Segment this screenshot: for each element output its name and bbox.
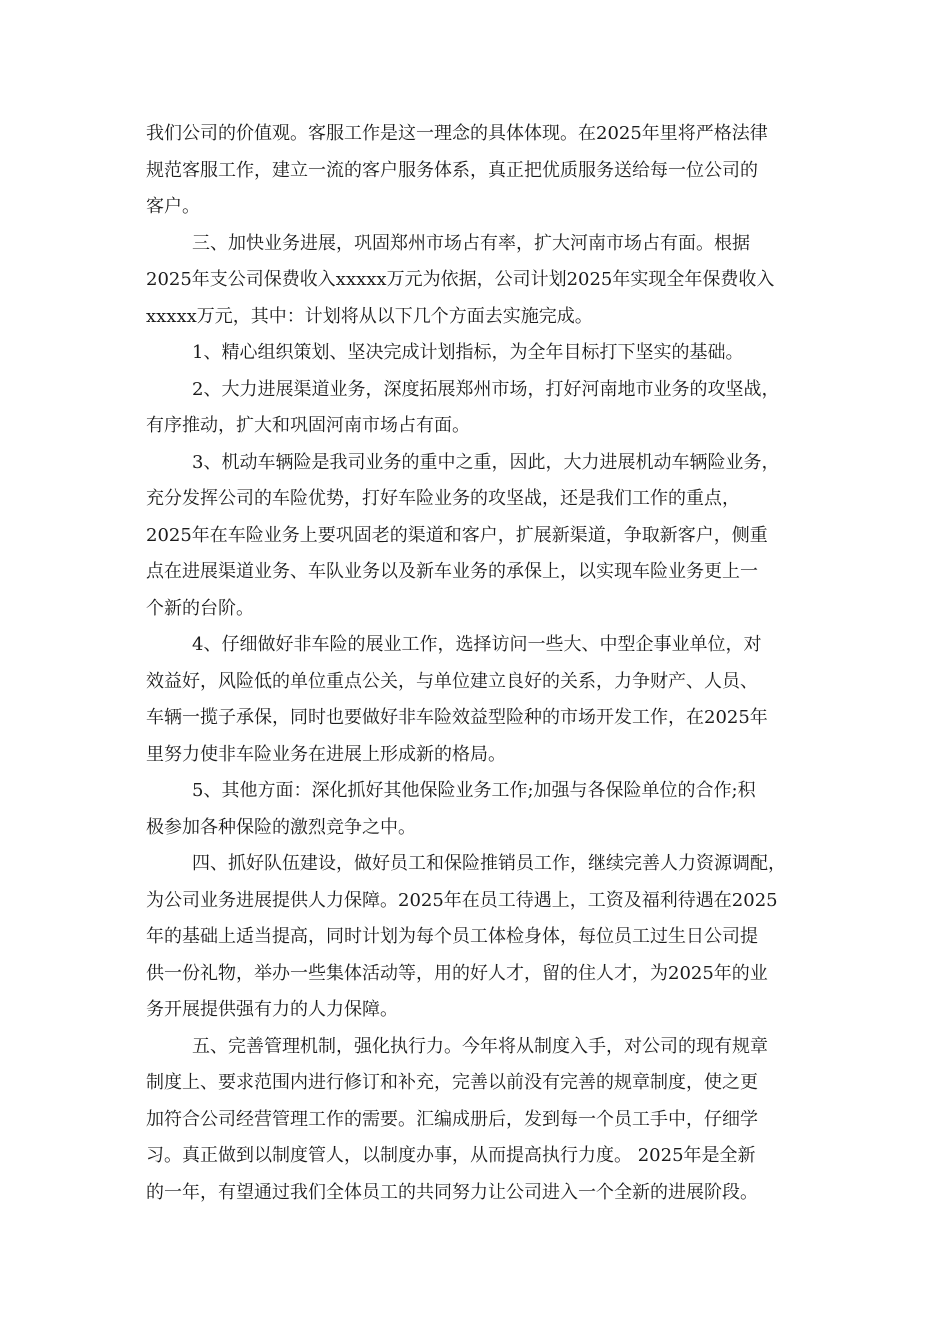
paragraph-start-line: 1、精心组织策划、坚决完成计划指标，为全年目标打下坚实的基础。 [192, 342, 744, 363]
text-line: 制度上、要求范围内进行修订和补充，完善以前没有完善的规章制度，使之更 [146, 1072, 758, 1093]
text-line: xxxxx万元，其中：计划将从以下几个方面去实施完成。 [146, 305, 593, 327]
paragraph-start-line: 四、抓好队伍建设，做好员工和保险推销员工作，继续完善人力资源调配， [192, 853, 786, 874]
text-line: 车辆一揽子承保，同时也要做好非车险效益型险种的市场开发工作，在2025年 [146, 707, 768, 728]
paragraph-start-line: 三、加快业务进展，巩固郑州市场占有率，扩大河南市场占有面。根据 [192, 232, 750, 254]
text-line: 个新的台阶。 [146, 597, 254, 619]
paragraph-start-line: 五、完善管理机制，强化执行力。今年将从制度入手，对公司的现有规章 [192, 1035, 768, 1057]
text-line: 有序推动，扩大和巩固河南市场占有面。 [146, 415, 470, 436]
paragraph-start-line: 2、大力进展渠道业务，深度拓展郑州市场，打好河南地市业务的攻坚战， [192, 378, 780, 400]
text-line: 我们公司的价值观。客服工作是这一理念的具体体现。在2025年里将严格法律 [146, 123, 768, 144]
text-line: 效益好，风险低的单位重点公关，与单位建立良好的关系，力争财产、人员、 [146, 670, 758, 692]
paragraph-start-line: 5、其他方面：深化抓好其他保险业务工作;加强与各保险单位的合作;积 [192, 780, 756, 801]
text-line: 习。真正做到以制度管人，以制度办事，从而提高执行力度。 2025年是全新 [146, 1145, 756, 1166]
text-line: 充分发挥公司的车险优势，打好车险业务的攻坚战，还是我们工作的重点， [146, 488, 740, 509]
text-line: 极参加各种保险的激烈竞争之中。 [146, 816, 416, 838]
text-line: 点在进展渠道业务、车队业务以及新车业务的承保上，以实现车险业务更上一 [146, 561, 758, 582]
text-line: 的一年，有望通过我们全体员工的共同努力让公司进入一个全新的进展阶段。 [146, 1181, 758, 1203]
text-line: 年的基础上适当提高，同时计划为每个员工体检身体，每位员工过生日公司提 [146, 926, 758, 947]
paragraph-start-line: 4、仔细做好非车险的展业工作，选择访问一些大、中型企事业单位，对 [192, 634, 762, 655]
text-line: 加符合公司经营管理工作的需要。汇编成册后，发到每一个员工手中，仔细学 [146, 1108, 758, 1130]
text-line: 2025年支公司保费收入xxxxx万元为依据，公司计划2025年实现全年保费收入 [146, 269, 775, 290]
text-line: 规范客服工作，建立一流的客户服务体系，真正把优质服务送给每一位公司的 [146, 159, 758, 181]
text-line: 为公司业务进展提供人力保障。2025年在员工待遇上，工资及福利待遇在2025 [146, 889, 778, 911]
paragraph-start-line: 3、机动车辆险是我司业务的重中之重，因此，大力进展机动车辆险业务， [192, 451, 780, 473]
text-line: 务开展提供强有力的人力保障。 [146, 999, 398, 1020]
document-body [146, 116, 806, 1211]
text-line: 客户。 [146, 196, 200, 217]
text-line: 供一份礼物，举办一些集体活动等，用的好人才，留的住人才，为2025年的业 [146, 962, 768, 984]
text-line: 2025年在车险业务上要巩固老的渠道和客户，扩展新渠道，争取新客户，侧重 [146, 524, 768, 546]
text-line: 里努力使非车险业务在进展上形成新的格局。 [146, 743, 506, 765]
